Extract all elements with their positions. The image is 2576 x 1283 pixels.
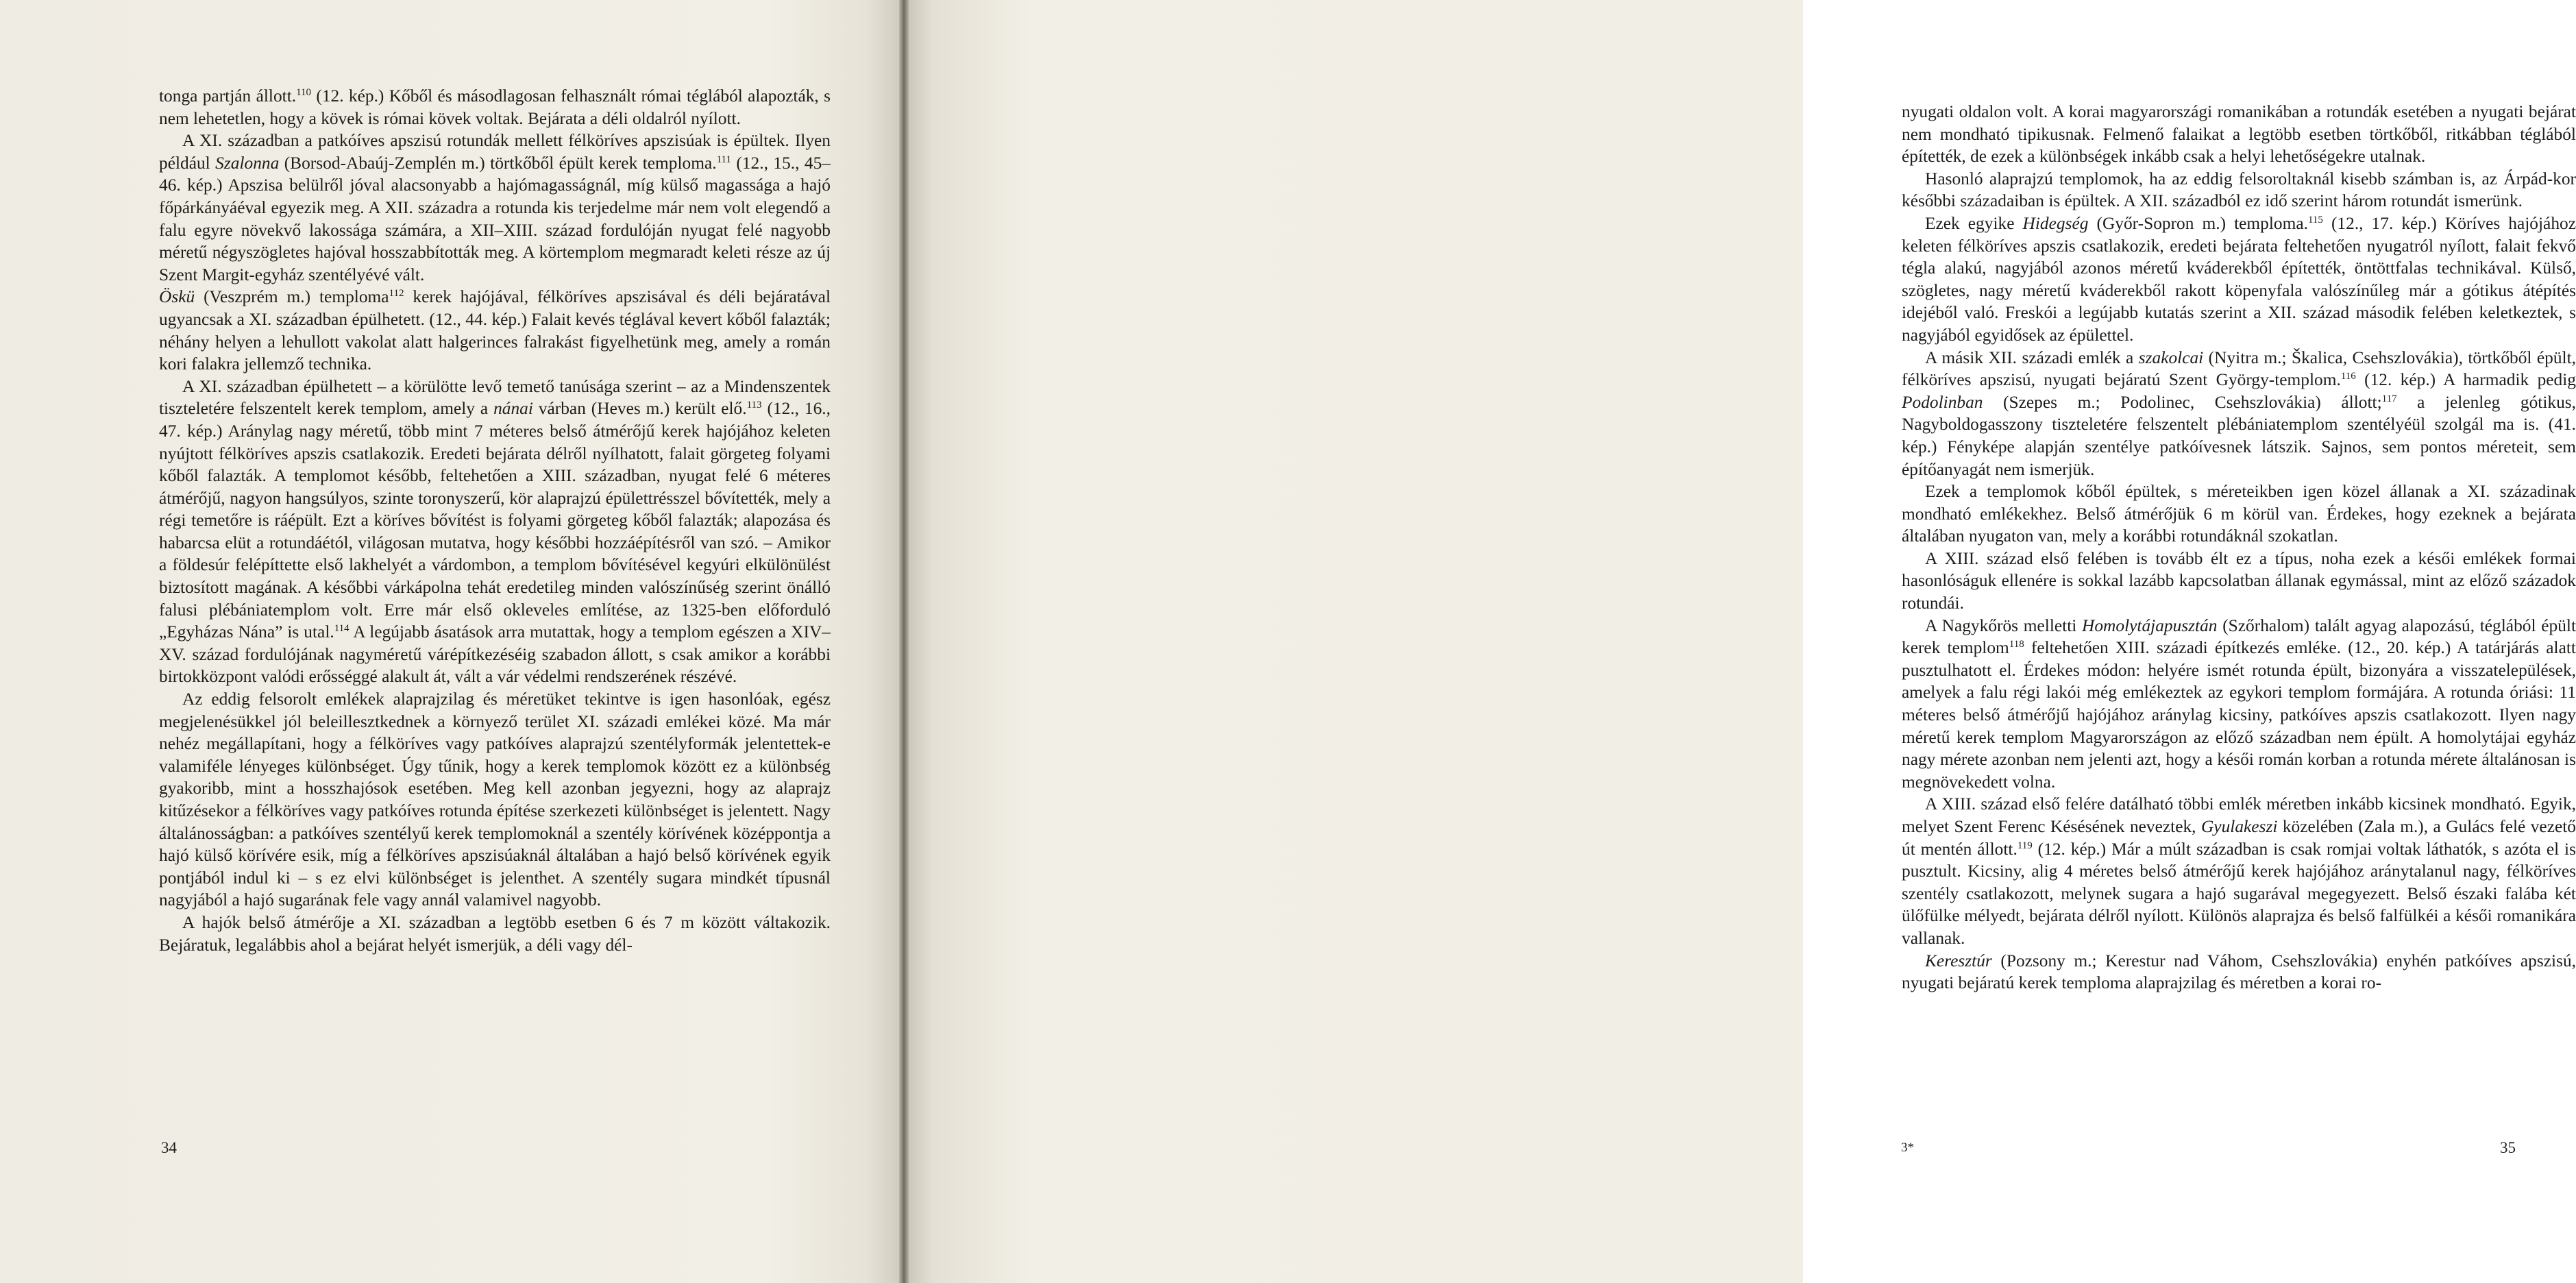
- paragraph: [159, 376, 831, 688]
- place-name: Hidegség: [2022, 213, 2089, 233]
- paragraph: [1902, 347, 2576, 481]
- place-name: Keresztúr: [1925, 951, 1992, 970]
- paragraph: [1902, 101, 2576, 168]
- text-run: (Szepes m.; Podolinec, Csehszlovákia) állott;: [1983, 392, 2382, 412]
- text-run: A legújabb ásatások arra mutattak, hogy a templom egészen a XIV–XV. század fordulójának nagyméretű várépítkezéséig szabadon állott, s csak amikor a korábbi birtokközpont valódi erősséggé alakult át, vált a vár védelmi rendszerének részévé.: [159, 622, 831, 687]
- text-run: (Szőrhalom) talált agyag alapozású, téglából épült kerek templom: [1902, 615, 2576, 658]
- left-page: [0, 0, 903, 1283]
- text-run: kerek hajójával, félköríves apszisával és déli bejáratával ugyancsak a XI. században épülhetett. (12., 44. kép.) Falait kevés téglával kevert kőből falazták; néhány helyen a lehullott vakolat alatt halgerinces falrakást figyelhetünk meg, amely a román kori falakra jellemző technika.: [159, 287, 831, 374]
- paragraph: [1902, 793, 2576, 949]
- footnote-ref: 119: [2017, 840, 2033, 851]
- text-run: Ezek egyike: [1925, 213, 2023, 233]
- text-run: a jelenleg gótikus, Nagyboldogasszony tiszteletére felszentelt plébániatemplom szentélyéül szolgál ma is. (41. kép.) Fényképe alapján szentélye patkóívesnek látszik. Sajnos, sem pontos méreteit, sem építőanyagát nem ismerjük.: [1902, 392, 2576, 479]
- footnote-ref: 114: [334, 623, 349, 635]
- text-run: A XIII. század első felére datálható többi emlék méretben inkább kicsinek mondható. Egyik, melyet Szent Ferenc Késésének neveztek,: [1902, 794, 2576, 836]
- paragraph: [159, 688, 831, 912]
- left-page-text: [159, 85, 831, 956]
- text-run: (Pozsony m.; Kerestur nad Váhom, Csehszlovákia) enyhén patkóíves apszisú, nyugati bejáratú kerek temploma alaprajzilag és méretben a korai ro-: [1902, 951, 2576, 993]
- place-name: Szalonna: [215, 153, 280, 173]
- text-run: A XI. században a patkóíves apszisú rotundák mellett félköríves apszisúak is épültek. Ilyen például: [159, 131, 831, 173]
- text-run: Ezek a templomok kőből épültek, s méreteikben igen közel állanak a XI. századinak mondható emlékekhez. Belső átmérőjük 6 m körül van. Érdekes, hogy ezeknek a bejárata általában nyugaton van, mely a korábbi rotundáknál szokatlan.: [1902, 482, 2576, 546]
- text-run: A másik XII. századi emlék a: [1925, 347, 2139, 367]
- paragraph: [159, 130, 831, 286]
- text-run: feltehetően XIII. századi építkezés emléke. (12., 20. kép.) A tatárjárás alatt pusztulhatott el. Érdekes módon: helyére ismét rotunda épült, bizonyára a visszatelepülések, amelyek a falu régi lakói még emlékeztek az egykori templom formájára. A rotunda óriási: 11 méteres belső átmérőjű hajójához aránylag kicsiny, patkóíves apszis csatlakozott. Ilyen nagy méretű kerek templom Magyarországon az előző században nem épült. A homolytájai egyház nagy mérete azonban nem jelenti azt, hogy a késői román korban a rotunda mérete általánosan is megnövekedett volna.: [1902, 638, 2576, 792]
- text-run: tonga partján állott.: [159, 86, 297, 106]
- text-run: (12., 16., 47. kép.) Aránylag nagy méretű, több mint 7 méteres belső átmérőjű kerek hajójához keleten nyújtott félköríves apszis csatlakozik. Eredeti bejárata délről nyílhatott, falait görgeteg folyami kőből falazták. A templomot később, feltehetően a XIII. században, nyugat felé 6 méteres átmérőjű, nagyon hangsúlyos, szinte toronyszerű, kör alaprajzú épülettrésszel bővítették, mely a régi temetőre is ráépült. Ezt a köríves bővítést is folyami görgeteg kőből falazták; alapozása és habarcsa elüt a rotundáétól, világosan mutatva, hogy későbbi hozzáépítésről van szó. – Amikor a földesúr felépíttette első lakhelyét a várdombon, a templom bővítésével kegyúri elkülönülést biztosított magának. A későbbi várkápolna tehát eredetileg minden valószínűség szerint önálló falusi plébániatemplom volt. Erre már első okleveles említése, az 1325-ben előforduló „Egyházas Nána” is utal.: [159, 399, 831, 642]
- book-gutter: [899, 0, 909, 1283]
- right-page-text: [1902, 101, 2576, 994]
- page-number-left: 34: [161, 1139, 177, 1156]
- text-run: A Nagykőrös melletti: [1925, 615, 2083, 635]
- footnote-ref: 112: [389, 288, 404, 300]
- place-name: nánai: [493, 399, 533, 419]
- text-run: (12. kép.) Már a múlt században is csak romjai voltak láthatók, s azóta el is pusztult. Kicsiny, alig 4 méretes belső átmérőjű kerek hajójához aránytalanul nagy, félköríves szentély csatlakozott, melynek sugara a hajó sugarával megegyezett. Belső északi falába két ülőfülke mélyedt, bejárata délről nyílott. Különös alaprajza és belső falfülkéi a késői romanikára vallanak.: [1902, 839, 2576, 948]
- place-name: Öskü: [159, 287, 195, 307]
- right-page: [906, 0, 2576, 1283]
- place-name: Homolytájapusztán: [2082, 615, 2218, 635]
- paragraph: [1902, 480, 2576, 548]
- text-run: (12., 17. kép.) Köríves hajójához keleten félköríves apszis csatlakozik, eredeti bejárata feltehetően nyugatról nyílott, falait fekvő tégla alakú, nagyjából azonos méretű kváderekből építették, öntöttfalas technikával. Külső, szögletes, nagy méretű kváderekből rakott köpenyfala valószínűleg már a gótikus átépítés idejéből való. Freskói a legújabb kutatás szerint a XII. század második felében keletkeztek, s nagyjából egyidősek az épülettel.: [1902, 213, 2576, 345]
- text-run: közelében (Zala m.), a Gulács felé vezető út mentén állott.: [1902, 817, 2576, 859]
- text-run: nyugati oldalon volt. A korai magyarországi romanikában a rotundák esetében a nyugati bejárat nem mondható tipikusnak. Felmenő falaikat a legtöbb esetben törtkőből, ritkábban téglából építették, de ezek a különbségek inkább csak a helyi lehetőségekre utalnak.: [1902, 102, 2576, 167]
- text-run: (Borsod-Abaúj-Zemplén m.) törtkőből épült kerek temploma.: [279, 153, 717, 173]
- text-run: (12. kép.) A harmadik pedig: [2355, 370, 2576, 390]
- footnote-ref: 116: [2340, 371, 2356, 382]
- text-run: A hajók belső átmérője a XI. században a legtöbb esetben 6 és 7 m között váltakozik. Bejáratuk, legalábbis ahol a bejárat helyét ismerjük, a déli vagy dél-: [159, 912, 831, 955]
- place-name: Podolinban: [1902, 392, 1983, 412]
- page-number-right: 35: [2500, 1139, 2516, 1156]
- footnote-ref: 118: [2009, 639, 2024, 650]
- paragraph: [159, 912, 831, 956]
- footnote-ref: 111: [716, 154, 731, 165]
- text-run: (Nyitra m.; Škalica, Csehszlovákia), törtkőből épült, félköríves apszisú, nyugati bejáratú Szent György-templom.: [1902, 347, 2576, 390]
- footnote-ref: 110: [296, 87, 312, 98]
- text-run: (Győr-Sopron m.) temploma.: [2088, 213, 2308, 233]
- paragraph: [1902, 548, 2576, 615]
- footnote-ref: 115: [2307, 214, 2323, 225]
- signature-mark: 3*: [1901, 1140, 1914, 1155]
- place-name: Gyulakeszi: [2200, 817, 2278, 836]
- text-run: Az eddig felsorolt emlékek alaprajzilag és méretüket tekintve is igen hasonlóak, egész megjelenésükkel jól beleillesztkednek a környező terület XI. századi emlékei közé. Ma már nehéz megállapítani, hogy a félköríves vagy patkóíves alaprajzú szentélyformák jelentettek-e valamiféle lényeges különbséget. Úgy tűnik, hogy a kerek templomok között ez a különbség gyakoribb, mint a hosszhajósok esetében. Meg kell azonban jegyezni, hogy az alaprajz kitűzésekor a félköríves vagy patkóíves rotunda építése szerkezeti különbséget is jelentett. Nagy általánosságban: a patkóíves szentélyű kerek templomoknál a szentély körívének középpontja a hajó külső körívére esik, míg a félköríves apszisúaknál általában a hajó belső körívének egyik pontjából indul ki – s ez elvi különbséget is jelenthet. A szentély sugara mindkét típusnál nagyjából a hajó sugarának fele vagy annál valamivel nagyobb.: [159, 689, 831, 910]
- text-run: (Veszprém m.) temploma: [195, 287, 389, 307]
- text-run: A XIII. század első felében is tovább élt ez a típus, noha ezek a késői emlékek formai hasonlóságuk ellenére is sokkal lazább kapcsolatban állanak egymással, mint az előző századok rotundái.: [1902, 548, 2576, 613]
- paragraph: [159, 286, 831, 375]
- footnote-ref: 113: [746, 400, 762, 411]
- text-run: A XI. században épülhetett – a körülötte levő temető tanúsága szerint – az a Mindenszentek tiszteletére felszentelt kerek templom, amely a: [159, 376, 831, 419]
- paragraph: [1902, 950, 2576, 994]
- text-run: várban (Heves m.) került elő.: [532, 399, 747, 419]
- paragraph: [159, 85, 831, 130]
- paragraph: [1902, 615, 2576, 794]
- text-run: (12. kép.) Kőből és másodlagosan felhasznált római téglából alapozták, s nem lehetetlen, hogy a kövek is római kövek voltak. Bejárata a déli oldalról nyílott.: [159, 86, 831, 128]
- text-run: Hasonló alaprajzú templomok, ha az eddig felsoroltaknál kisebb számban is, az Árpád-kor későbbi századaiban is épültek. A XII. századból ez idő szerint három rotundát ismerünk.: [1902, 169, 2576, 211]
- place-name: szakolcai: [2138, 347, 2204, 367]
- paragraph: [1902, 168, 2576, 212]
- footnote-ref: 117: [2381, 393, 2397, 404]
- text-run: (12., 15., 45–46. kép.) Apszisa belülről jóval alacsonyabb a hajómagasságnál, míg külső magassága a hajó főpárkányáéval egyezik meg. A XII. századra a rotunda kis terjedelme már nem volt elegendő a falu egyre növekvő lakossága számára, a XII–XIII. század fordulóján nyugat felé nagyobb méretű négyszögletes hajóval hosszabbították meg. A körtemplom megmaradt keleti része az új Szent Margit-egyház szentélyévé vált.: [159, 153, 831, 284]
- paragraph: [1902, 212, 2576, 347]
